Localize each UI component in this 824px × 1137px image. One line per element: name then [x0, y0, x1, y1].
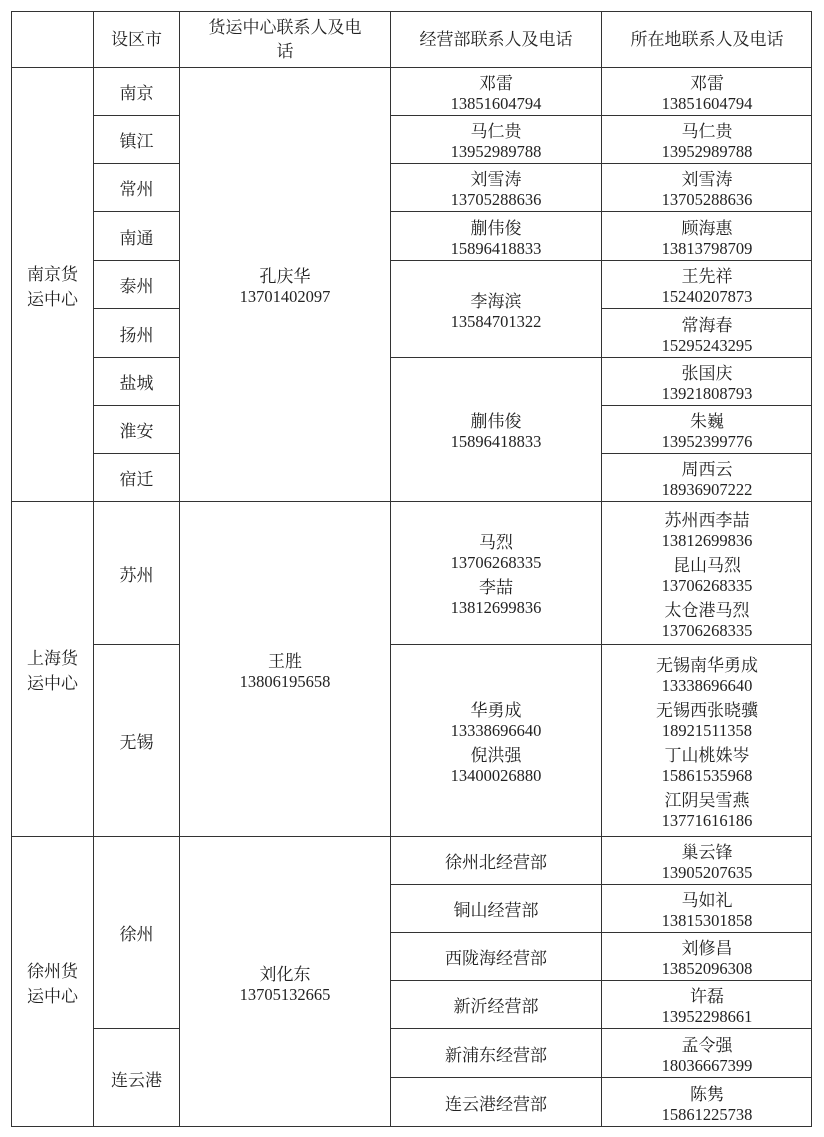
local-contact-name: 许磊 — [690, 987, 724, 1007]
center-shanghai — [12, 502, 93, 836]
dept-contact — [391, 358, 601, 501]
dept-contact-phone: 13706268335 — [450, 553, 542, 572]
city-name: 宿迁 — [119, 470, 154, 490]
contact-name: 王胜 — [268, 651, 302, 672]
dept-contact-phone: 13400026880 — [450, 765, 542, 785]
local-contact-name: 常海春 — [681, 315, 733, 336]
center-xuzhou-line2: 运中心 — [27, 987, 78, 1007]
local-contact-name: 马仁贵 — [681, 122, 733, 142]
city-cell — [94, 358, 179, 405]
city-name: 盐城 — [119, 374, 154, 394]
city-cell — [94, 261, 179, 308]
local-contact-phone: 13706268335 — [661, 575, 753, 595]
local-contact-phone: 18921511358 — [661, 720, 753, 740]
local-contact-name: 江阴吴雪燕 — [664, 790, 750, 811]
local-contact-name: 巢云锋 — [681, 843, 733, 863]
header-city-label: 设区市 — [111, 29, 162, 50]
center-nanjing-contact — [180, 68, 390, 501]
local-contact — [602, 164, 812, 211]
city-cell — [94, 309, 179, 357]
city-cell — [94, 645, 179, 836]
local-contact-phone: 13952399776 — [661, 432, 753, 451]
city-cell — [94, 454, 179, 501]
header-center-contact-line2: 话 — [276, 41, 294, 62]
contact-name: 孔庆华 — [259, 267, 311, 287]
header-center-contact-line1: 货运中心联系人及电 — [208, 17, 362, 38]
city-cell — [94, 837, 179, 1028]
center-nanjing-line2: 运中心 — [27, 289, 78, 310]
dept-contact-name: 马烈 — [479, 533, 513, 553]
dept-name: 西陇海经营部 — [445, 949, 547, 969]
city-name: 南通 — [119, 228, 154, 249]
dept-contact — [391, 164, 601, 211]
contact-phone: 13705132665 — [239, 984, 331, 1004]
city-name: 镇江 — [119, 132, 154, 152]
local-contact-phone: 13852096308 — [661, 959, 753, 978]
local-contact-phone: 13812699836 — [661, 530, 753, 550]
local-contact — [602, 116, 812, 163]
city-name: 泰州 — [119, 277, 154, 297]
local-contact — [602, 645, 812, 836]
dept-name: 新浦东经营部 — [445, 1045, 547, 1066]
local-contact-phone: 13813798709 — [661, 238, 753, 258]
center-nanjing-line1: 南京货 — [27, 264, 78, 285]
local-contact-phone: 13338696640 — [661, 675, 753, 695]
city-cell — [94, 502, 179, 644]
center-shanghai-line1: 上海货 — [27, 649, 78, 669]
dept-contact-name: 邓雷 — [479, 74, 513, 94]
local-contact-phone: 13815301858 — [661, 911, 753, 930]
city-name: 常州 — [119, 180, 154, 200]
local-contact-phone: 13952989788 — [661, 142, 753, 161]
dept-cell — [391, 981, 601, 1028]
dept-contact-phone: 13851604794 — [450, 94, 542, 113]
local-contact-phone: 13851604794 — [661, 94, 753, 113]
local-contact-phone: 13952298661 — [661, 1007, 753, 1026]
local-contact-name: 张国庆 — [681, 364, 733, 384]
local-contact-phone: 13705288636 — [661, 190, 753, 209]
dept-contact — [391, 212, 601, 260]
local-contact-name: 王先祥 — [681, 267, 733, 287]
city-cell — [94, 164, 179, 211]
local-contact — [602, 981, 812, 1028]
center-xuzhou — [12, 837, 93, 1127]
header-city — [94, 12, 179, 67]
local-contact — [602, 933, 812, 980]
local-contact — [602, 454, 812, 501]
local-contact-name: 丁山桃姝岑 — [664, 745, 750, 766]
city-cell — [94, 1029, 179, 1127]
dept-cell — [391, 933, 601, 980]
dept-contact-phone: 13952989788 — [450, 142, 542, 161]
dept-cell — [391, 1029, 601, 1077]
local-contact-phone: 13921808793 — [661, 384, 753, 403]
local-contact-name: 朱巍 — [690, 412, 724, 432]
city-name: 徐州 — [119, 925, 154, 945]
local-contact-phone: 13706268335 — [661, 620, 753, 640]
dept-contact-name: 华勇成 — [470, 700, 522, 721]
center-shanghai-line2: 运中心 — [27, 674, 78, 694]
dept-contact-name: 倪洪强 — [470, 745, 522, 766]
local-contact — [602, 885, 812, 932]
dept-cell — [391, 885, 601, 932]
local-contact-phone: 18036667399 — [661, 1055, 753, 1075]
dept-contact — [391, 502, 601, 644]
dept-cell — [391, 1078, 601, 1127]
city-name: 淮安 — [119, 422, 154, 442]
local-contact — [602, 358, 812, 405]
center-nanjing — [12, 68, 93, 501]
local-contact-name: 无锡南华勇成 — [656, 655, 758, 676]
contact-phone: 13701402097 — [239, 287, 331, 306]
dept-contact-phone: 13812699836 — [450, 598, 542, 617]
contact-phone: 13806195658 — [239, 671, 331, 691]
local-contact-name: 刘雪涛 — [681, 170, 733, 190]
local-contact-phone: 18936907222 — [661, 480, 753, 499]
local-contact-phone: 13905207635 — [661, 863, 753, 882]
local-contact-name: 陈隽 — [690, 1085, 724, 1105]
local-contact-phone: 15295243295 — [661, 335, 753, 355]
dept-name: 新沂经营部 — [453, 997, 539, 1017]
dept-contact-phone: 13338696640 — [450, 720, 542, 740]
city-cell — [94, 406, 179, 453]
local-contact-phone: 15861535968 — [661, 765, 753, 785]
header-center-contact — [180, 12, 390, 67]
dept-contact-phone: 15896418833 — [450, 432, 542, 451]
dept-name: 铜山经营部 — [453, 901, 539, 921]
city-name: 无锡 — [119, 733, 154, 753]
local-contact-name: 周西云 — [681, 460, 733, 480]
dept-contact — [391, 645, 601, 836]
header-local-contact — [602, 12, 812, 67]
local-contact-name: 顾海惠 — [681, 218, 733, 239]
local-contact-phone: 15861225738 — [661, 1105, 753, 1124]
dept-contact-name: 李喆 — [479, 578, 513, 598]
local-contact-name: 太仓港马烈 — [664, 600, 750, 621]
center-xuzhou-contact — [180, 837, 390, 1127]
dept-contact-phone: 13584701322 — [450, 311, 542, 331]
contact-name: 刘化东 — [259, 964, 311, 985]
center-xuzhou-line1: 徐州货 — [27, 962, 78, 982]
header-dept-contact — [391, 12, 601, 67]
dept-contact-phone: 13705288636 — [450, 190, 542, 209]
city-cell — [94, 116, 179, 163]
local-contact-name: 邓雷 — [690, 74, 724, 94]
local-contact — [602, 1029, 812, 1077]
local-contact-phone: 15240207873 — [661, 287, 753, 306]
dept-contact-phone: 15896418833 — [450, 238, 542, 258]
local-contact — [602, 212, 812, 260]
dept-contact-name: 蒯伟俊 — [470, 412, 522, 432]
dept-contact — [391, 261, 601, 357]
local-contact — [602, 837, 812, 884]
local-contact — [602, 68, 812, 115]
dept-cell — [391, 837, 601, 884]
dept-name: 连云港经营部 — [445, 1095, 547, 1115]
header-local-contact-label: 所在地联系人及电话 — [630, 29, 784, 50]
local-contact — [602, 406, 812, 453]
center-shanghai-contact — [180, 502, 390, 836]
city-name: 南京 — [119, 84, 154, 104]
dept-contact-name: 马仁贵 — [470, 122, 522, 142]
dept-contact-name: 刘雪涛 — [470, 170, 522, 190]
dept-contact — [391, 116, 601, 163]
city-name: 连云港 — [111, 1070, 162, 1091]
local-contact-name: 苏州西李喆 — [664, 510, 750, 531]
dept-contact-name: 蒯伟俊 — [470, 218, 522, 239]
city-cell — [94, 212, 179, 260]
local-contact-name: 昆山马烈 — [673, 555, 741, 576]
local-contact — [602, 309, 812, 357]
local-contact-name: 马如礼 — [681, 891, 733, 911]
dept-name: 徐州北经营部 — [445, 853, 547, 873]
dept-contact — [391, 68, 601, 115]
local-contact — [602, 261, 812, 308]
city-name: 扬州 — [119, 325, 154, 346]
local-contact-name: 孟令强 — [681, 1035, 733, 1056]
city-cell — [94, 68, 179, 115]
local-contact — [602, 1078, 812, 1127]
local-contact-name: 刘修昌 — [681, 939, 733, 959]
city-name: 苏州 — [119, 565, 154, 586]
local-contact-phone: 13771616186 — [661, 810, 753, 830]
local-contact-name: 无锡西张晓骥 — [656, 700, 758, 721]
local-contact — [602, 502, 812, 644]
header-dept-contact-label: 经营部联系人及电话 — [419, 29, 573, 50]
dept-contact-name: 李海滨 — [470, 291, 522, 312]
